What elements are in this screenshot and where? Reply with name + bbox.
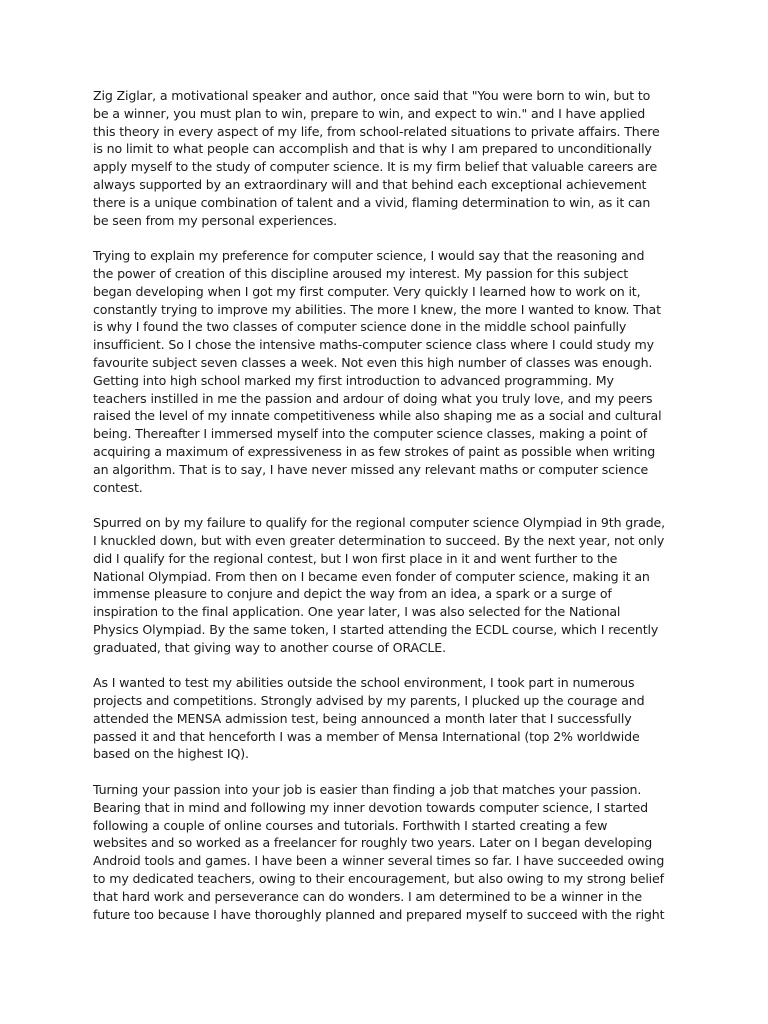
text-line: be seen from my personal experiences. [93,212,338,228]
paragraph-5 [93,781,683,923]
text-line: Bearing that in mind and following my inner devotion towards computer science, I started [93,799,648,815]
text-line: began developing when I got my first computer. Very quickly I learned how to work on it, [93,283,641,299]
text-line: contest. [93,479,143,495]
text-line: to my dedicated teachers, owing to their encouragement, but also owing to my strong belief [93,871,664,887]
text-line: Getting into high school marked my first introduction to advanced programming. My [93,372,614,388]
text-line: did I qualify for the regional contest, but I won first place in it and went further to the [93,550,618,566]
text-line: National Olympiad. From then on I became even fonder of computer science, making it an [93,568,650,584]
text-line: future too because I have thoroughly planned and prepared myself to succeed with the right [93,906,665,922]
text-line: there is a unique combination of talent and a vivid, flaming determination to win, as it can [93,194,651,210]
text-line: acquiring a maximum of expressiveness in as few strokes of paint as possible when writing [93,443,656,459]
text-line: graduated, that giving way to another course of ORACLE. [93,639,446,655]
text-line: I knuckled down, but with even greater determination to succeed. By the next year, not only [93,532,665,548]
text-line: is no limit to what people can accomplish and that is why I am prepared to unconditionally [93,141,652,157]
text-line: Spurred on by my failure to qualify for the regional computer science Olympiad in 9th grade, [93,515,665,531]
paragraph-4 [93,674,683,763]
text-line: this theory in every aspect of my life, from school-related situations to private affairs. There [93,123,660,139]
document-body [93,87,683,941]
paragraph-2 [93,247,683,496]
text-line: Trying to explain my preference for computer science, I would say that the reasoning and [93,248,645,264]
text-line: Turning your passion into your job is easier than finding a job that matches your passion. [93,782,642,798]
text-line: insufficient. So I chose the intensive maths-computer science class where I could study my [93,337,654,353]
text-line: is why I found the two classes of computer science done in the middle school painfully [93,319,627,335]
text-line: passed it and that henceforth I was a member of Mensa International (top 2% worldwide [93,728,640,744]
text-line: attended the MENSA admission test, being announced a month later that I successfully [93,710,632,726]
text-line: an algorithm. That is to say, I have never missed any relevant maths or computer science [93,461,649,477]
text-line: teachers instilled in me the passion and ardour of doing what you truly love, and my peers [93,390,653,406]
text-line: that hard work and perseverance can do wonders. I am determined to be a winner in the [93,888,642,904]
text-line: Physics Olympiad. By the same token, I started attending the ECDL course, which I recently [93,621,659,637]
text-line: raised the level of my innate competitiveness while also shaping me as a social and cultural [93,408,662,424]
text-line: inspiration to the final application. One year later, I was also selected for the National [93,604,621,620]
text-line: be a winner, you must plan to win, prepare to win, and expect to win." and I have applied [93,105,646,121]
text-line: always supported by an extraordinary will and that behind each exceptional achievement [93,176,647,192]
text-line: immense pleasure to conjure and depict the way from an idea, a spark or a surge of [93,586,612,602]
text-line: As I wanted to test my abilities outside the school environment, I took part in numerous [93,675,635,691]
text-line: websites and so worked as a freelancer for roughly two years. Later on I began developing [93,835,653,851]
text-line: apply myself to the study of computer science. It is my firm belief that valuable careers are [93,159,658,175]
text-line: favourite subject seven classes a week. Not even this high number of classes was enough. [93,354,653,370]
text-line: being. Thereafter I immersed myself into the computer science classes, making a point of [93,426,648,442]
paragraph-1 [93,87,683,229]
paragraph-3 [93,514,683,656]
text-line: constantly trying to improve my abilities. The more I knew, the more I wanted to know. That [93,301,661,317]
text-line: the power of creation of this discipline aroused my interest. My passion for this subject [93,265,629,281]
text-line: based on the highest IQ). [93,746,249,762]
text-line: Zig Ziglar, a motivational speaker and author, once said that "You were born to win, but to [93,88,651,103]
text-line: Android tools and games. I have been a winner several times so far. I have succeeded owing [93,853,665,869]
text-line: following a couple of online courses and tutorials. Forthwith I started creating a few [93,817,608,833]
text-line: projects and competitions. Strongly advised by my parents, I plucked up the courage and [93,693,645,709]
